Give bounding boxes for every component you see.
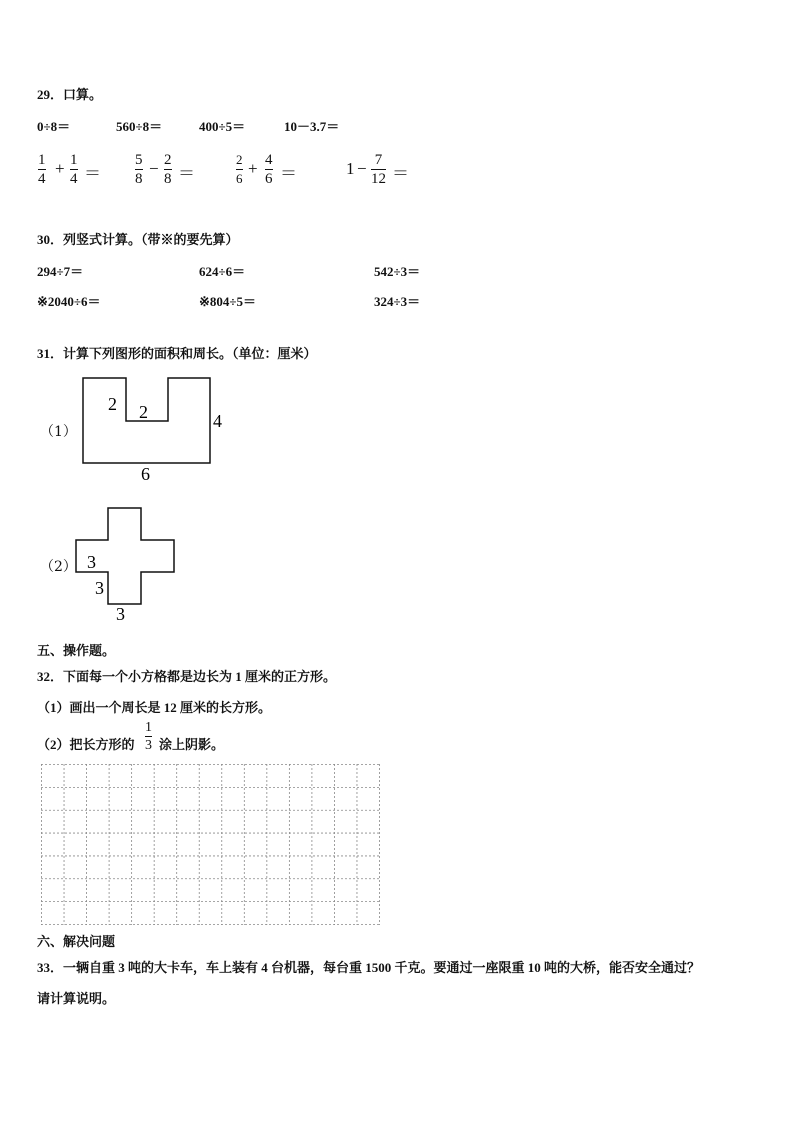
q29-calc-3: 400÷5＝ xyxy=(199,119,246,134)
fraction-7-12: 7 12 xyxy=(371,152,386,187)
q31-title: 31．计算下列图形的面积和周长。（单位：厘米） xyxy=(37,346,317,361)
figure-1-dim-width: 6 xyxy=(141,464,150,484)
section-6-heading: 六、解决问题 xyxy=(37,934,116,949)
plus-sign: + xyxy=(55,159,65,178)
section-5-heading: 五、操作题。 xyxy=(37,643,116,658)
fraction-1-4-a: 1 4 xyxy=(38,152,46,187)
figure-1-label: （1） xyxy=(40,424,77,440)
q32-part-1: （1）画出一个周长是 12 厘米的长方形。 xyxy=(37,700,272,715)
figure-1-dim-left: 2 xyxy=(108,394,117,414)
q30-item-5: ※804÷5＝ xyxy=(199,294,257,309)
fraction-2-8: 2 8 xyxy=(164,152,172,187)
q30-item-1: 294÷7＝ xyxy=(37,264,84,279)
plus-sign: + xyxy=(248,159,258,178)
figure-1-dim-height: 4 xyxy=(213,411,222,431)
figure-2-label: （2） xyxy=(40,559,77,575)
fraction-5-8: 5 8 xyxy=(135,152,143,187)
equals-sign: ＝ xyxy=(84,164,101,183)
minus-sign: − xyxy=(149,159,159,178)
minus-sign: − xyxy=(357,159,367,178)
equals-sign: ＝ xyxy=(178,164,195,183)
q30-item-6: 324÷3＝ xyxy=(374,294,421,309)
q29-calc-2: 560÷8＝ xyxy=(116,119,163,134)
fraction-1-4-b: 1 4 xyxy=(70,152,78,187)
square-grid[interactable] xyxy=(41,764,380,925)
fraction-1-3: 1 3 xyxy=(145,720,152,753)
q33-question-line-1: 33．一辆自重 3 吨的大卡车，车上装有 4 台机器，每台重 1500 千克。要通过一座限重 10 吨的大桥，能否安全通过？ xyxy=(37,960,701,975)
q32-part-2-suffix: 涂上阴影。 xyxy=(159,737,225,752)
figure-2-dim-3: 3 xyxy=(116,604,125,624)
figure-2-dim-2: 3 xyxy=(95,578,104,598)
q30-title: 30．列竖式计算。（带※的要先算） xyxy=(37,232,239,247)
q33-question-line-2: 请计算说明。 xyxy=(37,991,116,1006)
q30-item-2: 624÷6＝ xyxy=(199,264,246,279)
figure-1-dim-bottom-notch: 2 xyxy=(139,402,148,422)
q29-calc-1: 0÷8＝ xyxy=(37,119,71,134)
q29-calc-4: 10－3.7＝ xyxy=(284,119,340,134)
whole-number-1: 1 xyxy=(346,159,355,178)
q30-item-3: 542÷3＝ xyxy=(374,264,421,279)
equals-sign: ＝ xyxy=(280,164,297,183)
fraction-4-6: 4 6 xyxy=(265,152,273,187)
q32-part-2-prefix: （2）把长方形的 xyxy=(37,737,135,752)
q30-item-4: ※2040÷6＝ xyxy=(37,294,101,309)
q32-title: 32．下面每一个小方格都是边长为 1 厘米的正方形。 xyxy=(37,669,337,684)
figure-2-dim-1: 3 xyxy=(87,552,96,572)
equals-sign: ＝ xyxy=(392,164,409,183)
fraction-2-6: 2 6 xyxy=(236,152,243,186)
q29-title: 29．口算。 xyxy=(37,87,103,102)
